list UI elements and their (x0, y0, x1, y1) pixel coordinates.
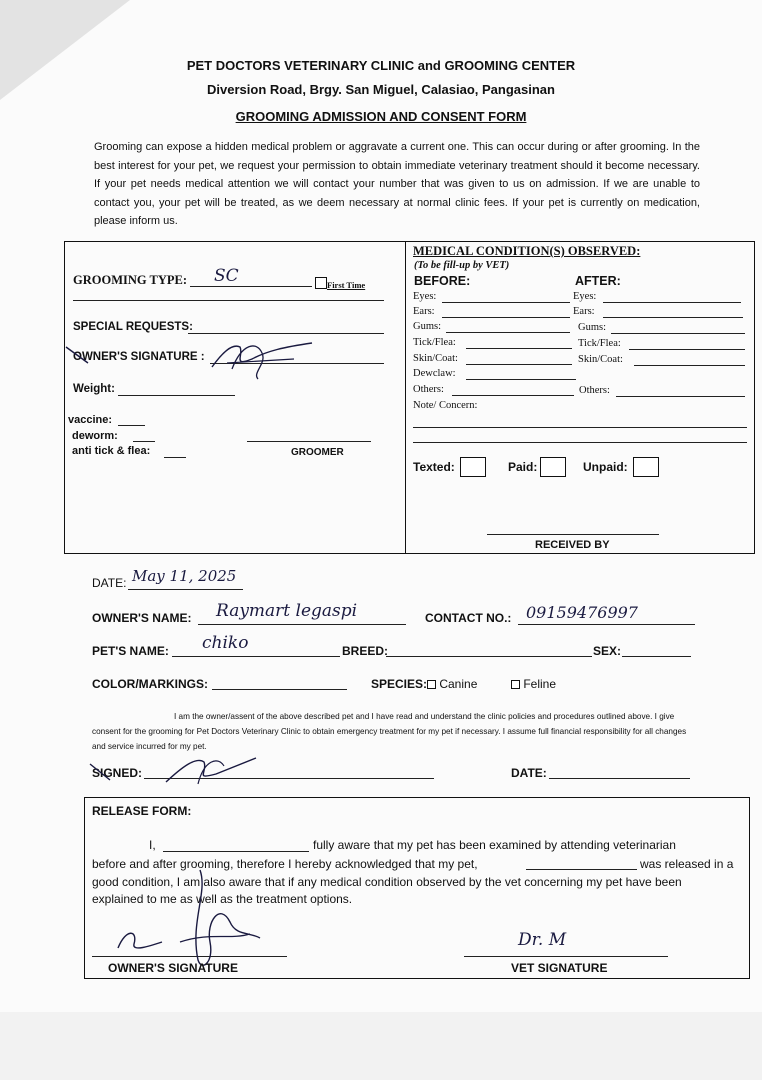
after-others-label: Others: (579, 385, 610, 396)
first-time-label: First Time (327, 280, 366, 290)
contact-label: CONTACT NO.: (425, 611, 512, 625)
consent-text: I am the owner/assent of the above described pet and I have read and understand the clinic policies and procedures outlined above. I give consent for the grooming for Pet Doctors Veterinary Clinic to obtain emergency treatment for my pet if necessary. I assume full financial responsibility for all changes and service incurred for my pet. (92, 712, 687, 751)
after-skincoat-label: Skin/Coat: (578, 354, 623, 365)
deworm-line[interactable] (133, 441, 155, 442)
scan-bottom-band (0, 1012, 762, 1080)
date-line (128, 589, 243, 590)
release-line-2: before and after grooming, therefore I hereby acknowledged that my pet, (92, 857, 478, 871)
intro-paragraph: Grooming can expose a hidden medical problem or aggravate a current one. This can occur during or after grooming. In the best interest for your pet, we request your permission to obtain immediate veterinary treatment should it become necessary. If your pet needs medical attention we will contact your number that was given to us on admission. If we are unable to contact you, your pet will be treated, as we deem necessary at normal clinic fees. If your pet is currently on medication, please inform us. (94, 141, 700, 227)
groomer-line[interactable] (247, 441, 371, 442)
date-label: DATE: (92, 576, 127, 590)
pet-name-label: PET'S NAME: (92, 644, 169, 658)
note-concern-label: Note/ Concern: (413, 400, 478, 411)
before-eyes-line[interactable] (442, 302, 570, 303)
grooming-type-label: GROOMING TYPE: (73, 273, 188, 287)
release-owner-name-line[interactable] (163, 851, 309, 852)
vet-signature-label: VET SIGNATURE (511, 961, 608, 975)
before-skincoat-line[interactable] (466, 364, 572, 365)
after-gums-line[interactable] (611, 333, 745, 334)
before-others-label: Others: (413, 384, 444, 395)
sex-label: SEX: (593, 644, 622, 658)
canine-checkbox[interactable] (427, 680, 436, 689)
release-line-2-suffix: was released in a (640, 857, 734, 871)
release-line-4: explained to me as well as the treatment options. (92, 892, 353, 906)
owner-signature-mark (62, 333, 322, 383)
species-label: SPECIES: (371, 677, 428, 691)
anti-tick-label: anti tick & flea: (72, 445, 151, 457)
before-tickflea-label: Tick/Flea: (413, 337, 456, 348)
color-markings-line[interactable] (212, 689, 347, 690)
breed-line[interactable] (386, 656, 592, 657)
consent-date-line[interactable] (549, 778, 690, 779)
note-line-2[interactable] (413, 442, 747, 443)
date-value[interactable]: May 11, 2025 (132, 567, 237, 585)
after-eyes-line[interactable] (603, 302, 741, 303)
owner-signature-label: OWNER'S SIGNATURE : (73, 351, 205, 363)
contact-line (518, 624, 695, 625)
grooming-type-value[interactable]: SC (214, 266, 239, 286)
before-tickflea-line[interactable] (466, 348, 572, 349)
color-markings-label: COLOR/MARKINGS: (92, 677, 208, 691)
consent-date-label: DATE: (511, 766, 547, 780)
release-line-3: good condition, I am also aware that if any medical condition observed by the vet concerning my pet have been (92, 875, 682, 889)
weight-line[interactable] (118, 395, 235, 396)
after-tickflea-label: Tick/Flea: (578, 338, 621, 349)
received-by-label: RECEIVED BY (535, 539, 610, 551)
grooming-type-line (190, 286, 312, 287)
release-owner-signature-mark (110, 862, 280, 974)
owner-name-line (198, 624, 406, 625)
paid-checkbox[interactable] (540, 457, 566, 477)
paid-label: Paid: (508, 460, 538, 474)
feline-label: Feline (523, 677, 557, 691)
groomer-label: GROOMER (291, 447, 344, 458)
before-eyes-label: Eyes: (413, 291, 437, 302)
vet-signature-line[interactable] (464, 956, 668, 957)
unpaid-checkbox[interactable] (633, 457, 659, 477)
vaccine-label: vaccine: (68, 414, 113, 426)
medical-condition-subtitle: (To be fill-up by VET) (414, 260, 510, 271)
feline-option[interactable] (511, 677, 556, 691)
contact-value[interactable]: 09159476997 (526, 603, 638, 622)
after-skincoat-line[interactable] (634, 365, 745, 366)
after-tickflea-line[interactable] (629, 349, 745, 350)
owner-name-value[interactable]: Raymart legaspi (216, 601, 358, 621)
owner-name-label: OWNER'S NAME: (92, 611, 192, 625)
clinic-address: Diversion Road, Brgy. San Miguel, Calasiao, Pangasinan (207, 82, 555, 97)
sex-line[interactable] (622, 656, 691, 657)
clinic-name: PET DOCTORS VETERINARY CLINIC and GROOMING CENTER (186, 58, 576, 73)
form-title: GROOMING ADMISSION AND CONSENT FORM (235, 109, 527, 124)
pet-name-value[interactable]: chiko (202, 633, 249, 653)
after-label: AFTER: (575, 274, 621, 288)
weight-label: Weight: (73, 383, 115, 395)
release-i: I, (149, 838, 156, 852)
unpaid-label: Unpaid: (583, 460, 628, 474)
texted-checkbox[interactable] (460, 457, 486, 477)
special-requests-label: SPECIAL REQUESTS: (73, 321, 193, 333)
after-eyes-label: Eyes: (573, 291, 597, 302)
vet-signature-value: Dr. M (518, 930, 567, 950)
before-dewclaw-label: Dewclaw: (413, 368, 456, 379)
feline-checkbox[interactable] (511, 680, 520, 689)
first-time-checkbox[interactable] (315, 277, 327, 289)
signed-signature-mark (86, 750, 266, 790)
before-gums-line[interactable] (446, 332, 570, 333)
before-skincoat-label: Skin/Coat: (413, 353, 458, 364)
release-line-1: fully aware that my pet has been examined by attending veterinarian (313, 838, 676, 852)
after-ears-line[interactable] (603, 317, 743, 318)
before-gums-label: Gums: (413, 321, 442, 332)
form-title-wrap (0, 108, 762, 126)
note-line-1[interactable] (413, 427, 747, 428)
release-title: RELEASE FORM: (92, 804, 192, 818)
first-time-checkbox-wrap (315, 277, 365, 290)
pet-name-line (172, 656, 340, 657)
after-others-line[interactable] (616, 396, 745, 397)
after-gums-label: Gums: (578, 322, 607, 333)
medical-condition-title: MEDICAL CONDITION(S) OBSERVED: (413, 244, 641, 258)
before-ears-line[interactable] (442, 317, 570, 318)
before-ears-label: Ears: (413, 306, 435, 317)
before-label: BEFORE: (414, 274, 471, 288)
box-divider (405, 241, 406, 554)
vaccine-line[interactable] (118, 425, 145, 426)
before-others-line[interactable] (452, 395, 574, 396)
signed-label: SIGNED: (92, 766, 143, 780)
before-dewclaw-line[interactable] (466, 379, 576, 380)
anti-tick-line[interactable] (164, 457, 186, 458)
texted-label: Texted: (413, 460, 455, 474)
canine-label: Canine (439, 677, 478, 691)
deworm-label: deworm: (72, 430, 118, 442)
release-pet-name-line[interactable] (526, 869, 637, 870)
breed-label: BREED: (342, 644, 389, 658)
canine-option[interactable] (427, 677, 477, 691)
release-owner-signature-label: OWNER'S SIGNATURE (108, 961, 238, 975)
grooming-extra-line (73, 300, 384, 301)
received-by-line[interactable] (487, 534, 659, 535)
after-ears-label: Ears: (573, 306, 595, 317)
